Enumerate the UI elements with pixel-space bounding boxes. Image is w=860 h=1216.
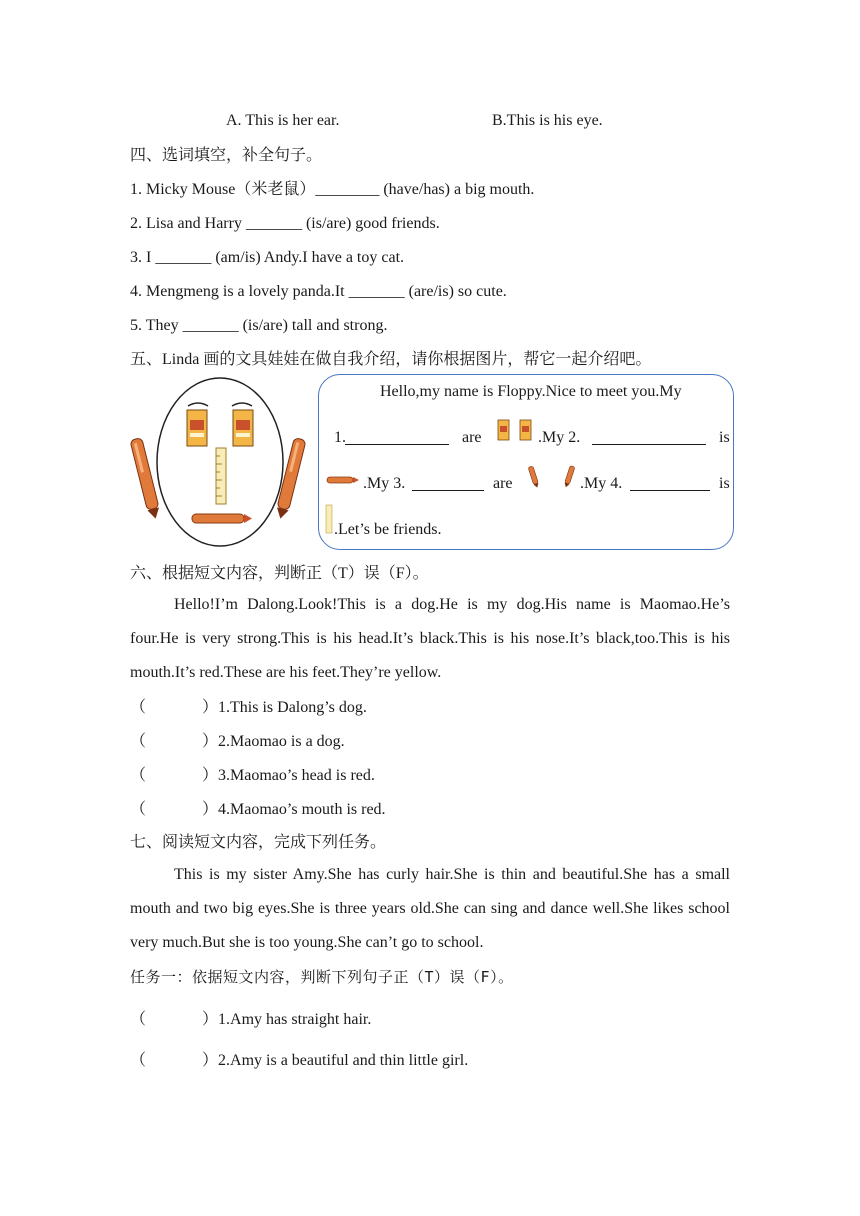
s6-tf-3: （ ）3.Maomao’s head is red. <box>130 767 375 784</box>
s7-tf-2: （ ）2.Amy is a beautiful and thin little girl. <box>130 1052 469 1069</box>
box-line-4: .Let’s be friends. <box>334 521 442 538</box>
box-my-3: .My 3. <box>363 475 406 492</box>
crayon-mouth <box>192 514 244 523</box>
box-num-1: 1. <box>334 429 346 446</box>
s4-item-5: 5. They _______ (is/are) tall and strong. <box>130 317 388 334</box>
section5-heading: 五、Linda 画的文具娃娃在做自我介绍，请你根据图片，帮它一起介绍吧。 <box>130 351 652 368</box>
blank-4[interactable] <box>630 476 710 491</box>
left-pen-ear <box>130 438 161 520</box>
pens-icon <box>526 464 578 490</box>
s6-tf-1: （ ）1.This is Dalong’s dog. <box>130 699 367 716</box>
option-a: A. This is her ear. <box>226 112 340 129</box>
blank-3[interactable] <box>412 476 484 491</box>
section4-heading: 四、选词填空，补全句子。 <box>130 147 323 164</box>
box-line-1: Hello,my name is Floppy.Nice to meet you.My <box>380 383 682 400</box>
section7-heading: 七、阅读短文内容，完成下列任务。 <box>130 834 387 851</box>
box-are-1: are <box>462 429 482 446</box>
eraser-pair-icon <box>496 418 538 444</box>
s4-item-1: 1. Micky Mouse（米老鼠）________ (have/has) a big mouth. <box>130 181 535 198</box>
s6-tf-2: （ ）2.Maomao is a dog. <box>130 733 345 750</box>
s7-tf-1: （ ）1.Amy has straight hair. <box>130 1011 372 1028</box>
section6-passage: Hello!I’m Dalong.Look!This is a dog.He is my dog.His name is Maomao.He’s four.He is very strong.This is his head.It’s black.This is his nose.It’s black,too.This is his mouth.It’s red.These are his feet.They’re yellow. <box>130 596 730 681</box>
s6-tf-4: （ ）4.Maomao’s mouth is red. <box>130 801 386 818</box>
section6-heading: 六、根据短文内容，判断正（T）误（F）。 <box>130 565 429 582</box>
s4-item-3: 3. I _______ (am/is) Andy.I have a toy cat. <box>130 249 405 266</box>
box-are-3: are <box>493 475 513 492</box>
crayon-icon <box>326 474 360 486</box>
box-my-2: .My 2. <box>538 429 581 446</box>
s4-item-4: 4. Mengmeng is a lovely panda.It _______ (are/is) so cute. <box>130 283 507 300</box>
task1-heading: 任务一：依据短文内容，判断下列句子正（T）误（F）。 <box>130 968 514 986</box>
section7-passage: This is my sister Amy.She has curly hair.She is thin and beautiful.She has a small mouth and two big eyes.She is three years old.She can sing and dance well.She likes school very much.But she is too young.She can’t go to school. <box>130 866 730 951</box>
box-is-2: is <box>719 429 730 446</box>
blank-2[interactable] <box>592 430 706 445</box>
option-b: B.This is his eye. <box>492 112 603 129</box>
box-is-4: is <box>719 475 730 492</box>
blank-1[interactable] <box>345 430 449 445</box>
s4-item-2: 2. Lisa and Harry _______ (is/are) good friends. <box>130 215 440 232</box>
box-my-4: .My 4. <box>580 475 623 492</box>
stationery-doll-picture <box>130 376 310 548</box>
ruler-icon <box>325 504 333 534</box>
